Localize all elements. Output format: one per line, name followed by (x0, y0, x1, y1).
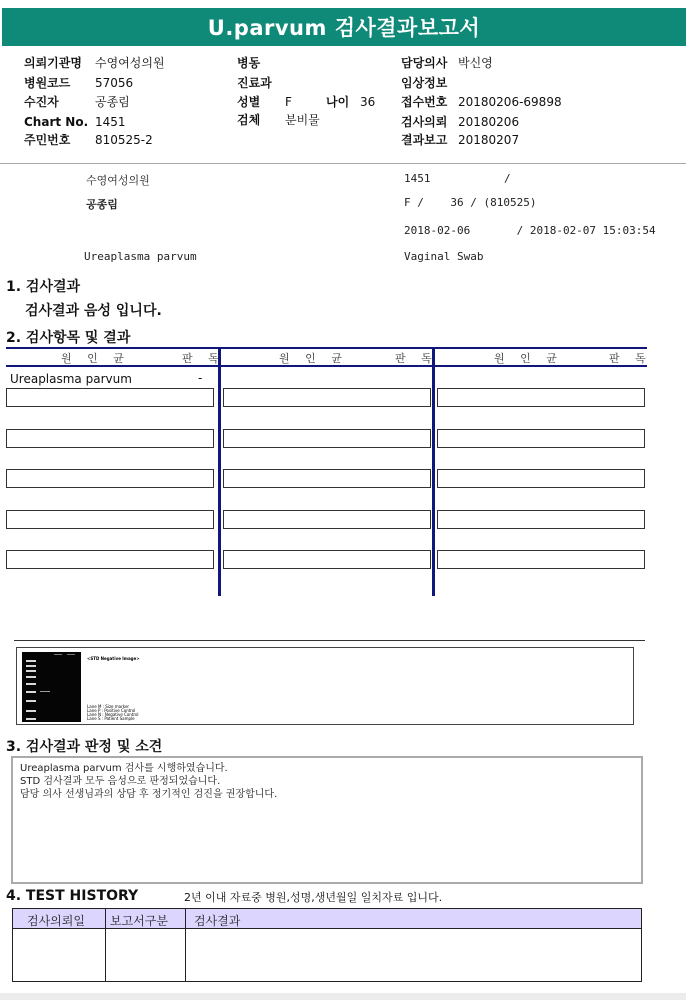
history-col-date: 검사의뢰일 (27, 914, 85, 928)
result-box (223, 469, 431, 488)
result-box (223, 550, 431, 569)
col-header-judgment: 판 독 (182, 352, 225, 365)
result-box (6, 429, 214, 448)
col-header-judgment: 판 독 (609, 352, 652, 365)
gel-band (26, 660, 36, 662)
history-note: 2년 이내 자료중 병원,성명,생년월일 일치자료 입니다. (184, 891, 443, 904)
patient-label: 수진자 (24, 95, 59, 109)
report-title: U.parvum 검사결과보고서 (2, 8, 686, 46)
summary-chart: 1451 (404, 172, 431, 185)
doctor-value: 박신영 (458, 56, 493, 70)
summary-slash: / (504, 172, 511, 185)
age-value: 36 (360, 95, 376, 109)
section2-title: 2. 검사항목 및 결과 (6, 330, 131, 346)
gel-band (26, 718, 36, 720)
gel-band (26, 710, 36, 712)
opinion-line: STD 검사결과 모두 음성으로 판정되었습니다. (20, 776, 221, 787)
result-judgment-value: - (198, 371, 203, 385)
gel-band (26, 691, 36, 693)
section4-title: 4. TEST HISTORY (6, 888, 139, 904)
gel-band (26, 670, 36, 672)
code-value: 57056 (95, 76, 134, 90)
col-header-organism: 원 인 균 (494, 352, 563, 365)
gel-band (26, 700, 36, 702)
table-col-divider (218, 347, 221, 596)
gel-electrophoresis-image (22, 652, 81, 722)
doctor-label: 담당의사 (401, 56, 448, 70)
accession-value: 20180206-69898 (458, 95, 562, 109)
col-header-organism: 원 인 균 (279, 352, 348, 365)
summary-patient: 공종림 (86, 198, 118, 211)
history-col-type: 보고서구분 (110, 914, 168, 928)
accession-label: 접수번호 (401, 95, 448, 109)
result-box (437, 388, 645, 407)
history-table (12, 908, 642, 982)
chart-value: 1451 (95, 115, 126, 129)
sex-value: F (285, 95, 292, 109)
gel-legend-line: Lane P : Positive Control (87, 708, 136, 713)
patient-value: 공종림 (95, 95, 130, 109)
gel-image-frame (16, 647, 634, 725)
history-header-row (13, 909, 641, 929)
result-box (223, 388, 431, 407)
summary-sex-age: F / 36 / (810525) (404, 196, 537, 209)
hospital-label: 의뢰기관명 (24, 56, 82, 70)
resident-label: 주민번호 (24, 133, 71, 147)
clinical-label: 임상정보 (401, 76, 448, 90)
section3-title: 3. 검사결과 판정 및 소견 (6, 739, 163, 755)
result-box (6, 550, 214, 569)
result-box (437, 510, 645, 529)
col-header-judgment: 판 독 (395, 352, 438, 365)
gel-well (67, 654, 75, 655)
gel-band (26, 676, 36, 678)
result-box (223, 510, 431, 529)
age-label: 나이 (326, 95, 350, 109)
summary-hospital: 수영여성의원 (86, 174, 150, 187)
gel-band (40, 691, 50, 692)
result-box (437, 429, 645, 448)
opinion-line: 담당 의사 선생님과의 상담 후 정기적인 검진을 권장합니다. (20, 789, 278, 800)
result-box (223, 429, 431, 448)
header-divider (0, 163, 686, 164)
chart-label: Chart No. (24, 115, 89, 129)
gel-legend-line: Lane S : Patient Sample (87, 716, 135, 721)
section1-title: 1. 검사결과 (6, 279, 81, 295)
report-date-label: 결과보고 (401, 133, 448, 147)
gel-band (26, 665, 36, 667)
result-box (6, 388, 214, 407)
opinion-box (11, 756, 643, 884)
result-box (6, 510, 214, 529)
request-value: 20180206 (458, 115, 520, 129)
section1-result: 검사결과 음성 입니다. (25, 303, 162, 319)
dept-label: 진료과 (237, 76, 272, 90)
result-box (437, 469, 645, 488)
table-col-divider (432, 347, 435, 596)
history-col-divider (185, 909, 186, 981)
request-label: 검사의뢰 (401, 115, 448, 129)
ward-label: 병동 (237, 56, 261, 70)
report-date-value: 20180207 (458, 133, 520, 147)
gel-well (54, 654, 62, 655)
specimen-label: 검체 (237, 113, 261, 127)
opinion-line: Ureaplasma parvum 검사를 시행하였습니다. (20, 763, 228, 774)
result-box (437, 550, 645, 569)
gel-band (26, 683, 36, 685)
gel-legend-line: Lane N : Negative Control (87, 712, 139, 717)
hospital-value: 수영여성의원 (95, 56, 165, 70)
col-header-organism: 원 인 균 (61, 352, 130, 365)
summary-dates: 2018-02-06 / 2018-02-07 15:03:54 (404, 224, 656, 237)
specimen-value: 분비물 (285, 113, 320, 127)
image-divider (14, 640, 645, 641)
summary-specimen: Vaginal Swab (404, 250, 484, 263)
result-organism-name: Ureaplasma parvum (10, 372, 132, 386)
gel-image-caption: <STD Negative Image> (87, 656, 140, 661)
history-col-result: 검사결과 (194, 914, 241, 928)
history-col-divider (105, 909, 106, 981)
resident-value: 810525-2 (95, 133, 153, 147)
result-box (6, 469, 214, 488)
table-top-rule (6, 347, 647, 349)
code-label: 병원코드 (24, 76, 71, 90)
summary-organism: Ureaplasma parvum (84, 250, 197, 263)
sex-label: 성별 (237, 95, 261, 109)
gel-legend-line: Lane M : Size marker (87, 704, 130, 709)
